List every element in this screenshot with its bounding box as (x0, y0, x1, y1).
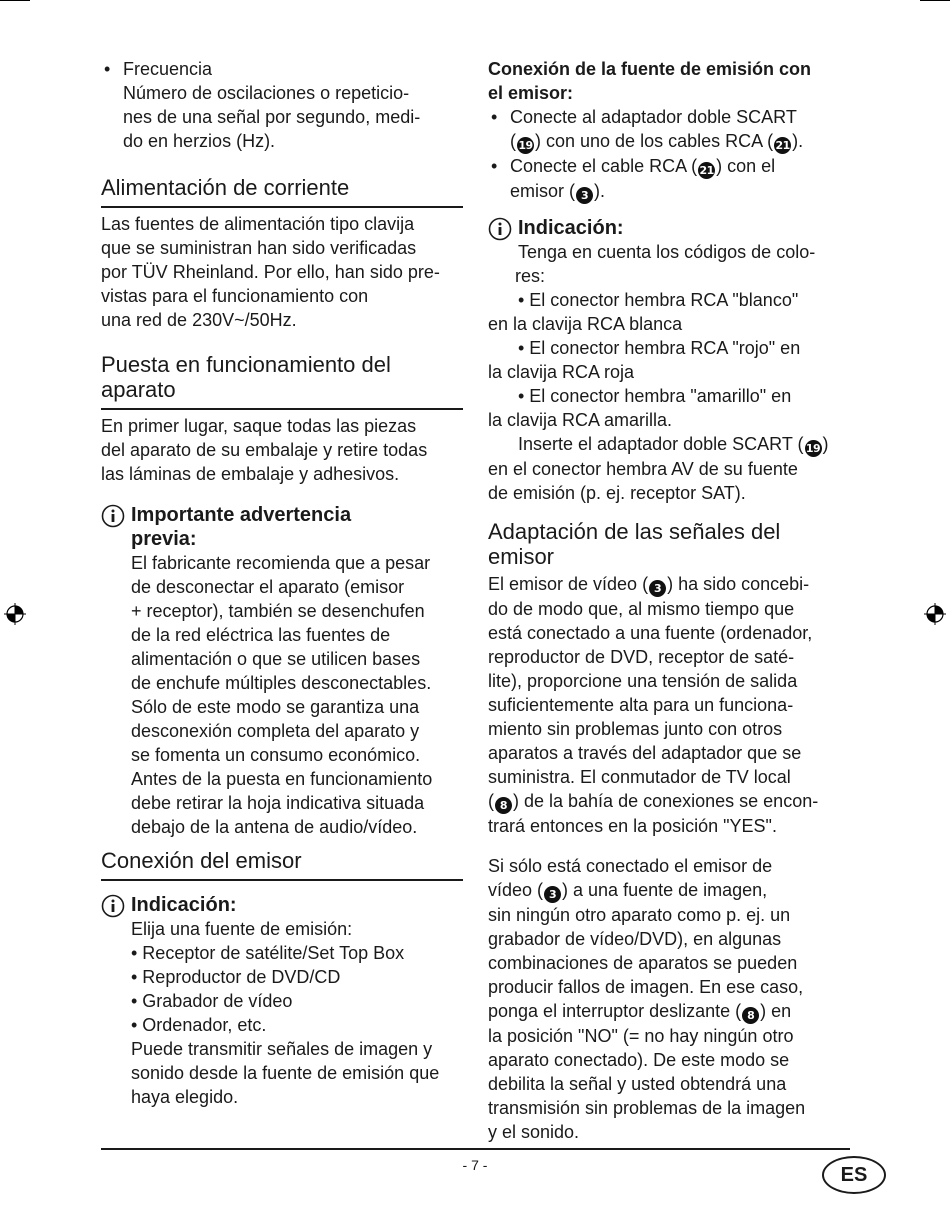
text-line: aparatos a través del adaptador que se (488, 743, 802, 763)
heading-line: emisor (488, 544, 555, 569)
list-item: • Reproductor de DVD/CD (131, 967, 341, 987)
text-fragment: ( (488, 791, 494, 811)
list-item: • Grabador de vídeo (131, 991, 293, 1011)
text-line: se fomenta un consumo económico. (131, 745, 421, 765)
note-title-text: Indicación: (131, 894, 237, 916)
crop-mark-top-left (0, 0, 30, 1)
note-title (488, 216, 850, 240)
text-line (488, 999, 850, 1024)
bullet: • (104, 59, 111, 79)
text-fragment: Inserte el adaptador doble SCART ( (518, 434, 804, 454)
note-body (101, 917, 463, 1109)
bullet: • (491, 107, 498, 127)
text-fragment: vídeo ( (488, 880, 544, 900)
power-supply-heading: Alimentación de corriente (101, 175, 463, 208)
text-line (510, 154, 850, 179)
text-line (488, 432, 850, 457)
text-line: combinaciones de aparatos se pueden (488, 953, 798, 973)
left-column (101, 57, 463, 1109)
text-fragment: El emisor de vídeo ( (488, 574, 649, 594)
crop-mark-top-right (920, 0, 950, 1)
bullet: • (491, 156, 498, 176)
power-supply-text (101, 212, 463, 332)
right-column (488, 57, 850, 1144)
part-number-badge: 3 (649, 580, 666, 597)
heading-line: Conexión de la fuente de emisión con (488, 59, 812, 79)
text-line: la posición "NO" (= no hay ningún otro (488, 1026, 794, 1046)
text-line: Tenga en cuenta los códigos de colo- (518, 242, 816, 262)
text-line: Elija una fuente de emisión: (131, 919, 353, 939)
text-line: debilita la señal y usted obtendrá una (488, 1074, 787, 1094)
list-item: • Ordenador, etc. (131, 1015, 267, 1035)
note-body-cont (488, 312, 850, 505)
text-line: miento sin problemas junto con otros (488, 719, 783, 739)
info-icon (101, 504, 125, 528)
text-fragment: ) en (760, 1001, 792, 1021)
part-number-badge: 19 (518, 139, 533, 152)
text-line: lite), proporcione una tensión de salida (488, 671, 798, 691)
text-line (510, 129, 850, 154)
footer-rule (101, 1148, 850, 1150)
frequency-def-line: Número de oscilaciones o repeticio- (123, 83, 410, 103)
signal-adaptation-heading (488, 519, 850, 569)
text-line: y el sonido. (488, 1122, 580, 1142)
registration-mark-left-icon (4, 603, 26, 625)
text-fragment: ). (594, 181, 606, 201)
heading-line: Adaptación de las señales del (488, 519, 781, 544)
text-line: • El conector hembra RCA "blanco" (518, 290, 799, 310)
text-line: + receptor), también se desenchufen (131, 601, 425, 621)
text-fragment: ) con uno de los cables RCA ( (535, 131, 774, 151)
text-line: Puede transmitir señales de imagen y (131, 1039, 433, 1059)
page-number: - 7 - (462, 1157, 488, 1173)
part-number-badge: 19 (805, 442, 821, 455)
text-fragment: ( (510, 131, 516, 151)
text-line: del aparato de su embalaje y retire todas (101, 440, 428, 460)
text-line: Si sólo está conectado el emisor de (488, 856, 773, 876)
note-body (488, 240, 850, 312)
part-number-badge: 8 (495, 797, 512, 814)
adaptation-paragraph-2 (488, 854, 850, 1144)
text-line: desconexión completa del aparato y (131, 721, 420, 741)
text-fragment: ) a una fuente de imagen, (562, 880, 768, 900)
text-line: vistas para el funcionamiento con (101, 286, 369, 306)
text-line: suministra. El conmutador de TV local (488, 767, 791, 787)
text-line: • El conector hembra "amarillo" en (518, 386, 792, 406)
text-line (488, 878, 850, 903)
heading-line: Puesta en funcionamiento del (101, 352, 391, 377)
text-fragment: ) (822, 434, 829, 454)
text-line: las láminas de embalaje y adhesivos. (101, 464, 400, 484)
text-line (488, 789, 850, 814)
text-line: res: (515, 266, 546, 286)
heading-line: el emisor: (488, 83, 574, 103)
warning-title-line: Importante advertencia (131, 504, 352, 526)
text-line: producir fallos de imagen. En ese caso, (488, 977, 804, 997)
text-line: en el conector hembra AV de su fuente (488, 459, 798, 479)
text-line: reproductor de DVD, receptor de saté- (488, 647, 795, 667)
note-title (101, 893, 463, 917)
registration-mark-right-icon (924, 603, 946, 625)
text-line: haya elegido. (131, 1087, 239, 1107)
text-line: debajo de la antena de audio/vídeo. (131, 817, 418, 837)
note-title-text: Indicación: (518, 217, 624, 239)
text-line: do de modo que, al mismo tiempo que (488, 599, 795, 619)
text-line: trará entonces en la posición "YES". (488, 816, 777, 836)
part-number-badge: 21 (699, 164, 714, 177)
text-fragment: Conecte el cable RCA ( (510, 156, 698, 176)
text-line: alimentación o que se utilicen bases (131, 649, 421, 669)
warning-title (101, 503, 463, 551)
text-fragment: ). (792, 131, 804, 151)
text-line: Antes de la puesta en funcionamiento (131, 769, 433, 789)
text-line (488, 572, 850, 597)
text-fragment: ponga el interruptor deslizante ( (488, 1001, 742, 1021)
startup-heading (101, 352, 463, 410)
color-code-note (488, 216, 850, 505)
text-line: en la clavija RCA blanca (488, 314, 683, 334)
text-line: transmisión sin problemas de la imagen (488, 1098, 806, 1118)
text-line: El fabricante recomienda que a pesar (131, 553, 431, 573)
text-line: la clavija RCA amarilla. (488, 410, 673, 430)
text-fragment: ) de la bahía de conexiones se encon- (513, 791, 819, 811)
language-badge: ES (822, 1156, 886, 1194)
source-connection-heading (488, 57, 850, 105)
text-line: grabador de vídeo/DVD), en algunas (488, 929, 782, 949)
text-line: sin ningún otro aparato como p. ej. un (488, 905, 791, 925)
text-line: Sólo de este modo se garantiza una (131, 697, 420, 717)
source-note (101, 893, 463, 1109)
warning-title-line: previa: (131, 528, 197, 550)
text-line: de la red eléctrica las fuentes de (131, 625, 391, 645)
frequency-term: Frecuencia (123, 59, 213, 79)
text-line: que se suministran han sido verificadas (101, 238, 417, 258)
important-warning-note (101, 503, 463, 839)
info-icon (488, 217, 512, 241)
frequency-definition (101, 57, 463, 153)
text-line: Conecte al adaptador doble SCART (510, 107, 797, 127)
text-line: por TÜV Rheinland. Por ello, han sido pre- (101, 262, 440, 282)
frequency-def-line: nes de una señal por segundo, medi- (123, 107, 421, 127)
text-fragment: ) ha sido concebi- (667, 574, 810, 594)
part-number-badge: 21 (775, 139, 790, 152)
text-line: la clavija RCA roja (488, 362, 635, 382)
text-fragment: ) con el (716, 156, 776, 176)
text-line: de emisión (p. ej. receptor SAT). (488, 483, 746, 503)
info-icon (101, 894, 125, 918)
heading-line: aparato (101, 377, 176, 402)
text-line: • El conector hembra RCA "rojo" en (518, 338, 801, 358)
list-item: • Receptor de satélite/Set Top Box (131, 943, 405, 963)
text-line: una red de 230V~/50Hz. (101, 310, 297, 330)
part-number-badge: 3 (576, 187, 593, 204)
text-line (510, 179, 850, 204)
text-line: Las fuentes de alimentación tipo clavija (101, 214, 415, 234)
part-number-badge: 3 (544, 886, 561, 903)
text-line: debe retirar la hoja indicativa situada (131, 793, 425, 813)
text-line: de enchufe múltiples desconectables. (131, 673, 432, 693)
list-item (488, 105, 850, 154)
connect-transmitter-heading: Conexión del emisor (101, 848, 463, 881)
text-line: aparato conectado). De este modo se (488, 1050, 790, 1070)
text-line: En primer lugar, saque todas las piezas (101, 416, 417, 436)
text-line: suficientemente alta para un funciona- (488, 695, 794, 715)
frequency-def-line: do en herzios (Hz). (123, 131, 276, 151)
warning-body (101, 551, 463, 839)
adaptation-paragraph-1 (488, 572, 850, 838)
startup-text (101, 414, 463, 486)
part-number-badge: 8 (742, 1007, 759, 1024)
text-line: sonido desde la fuente de emisión que (131, 1063, 440, 1083)
text-line: está conectado a una fuente (ordenador, (488, 623, 813, 643)
list-item (488, 154, 850, 204)
text-line: de desconectar el aparato (emisor (131, 577, 405, 597)
text-fragment: emisor ( (510, 181, 576, 201)
